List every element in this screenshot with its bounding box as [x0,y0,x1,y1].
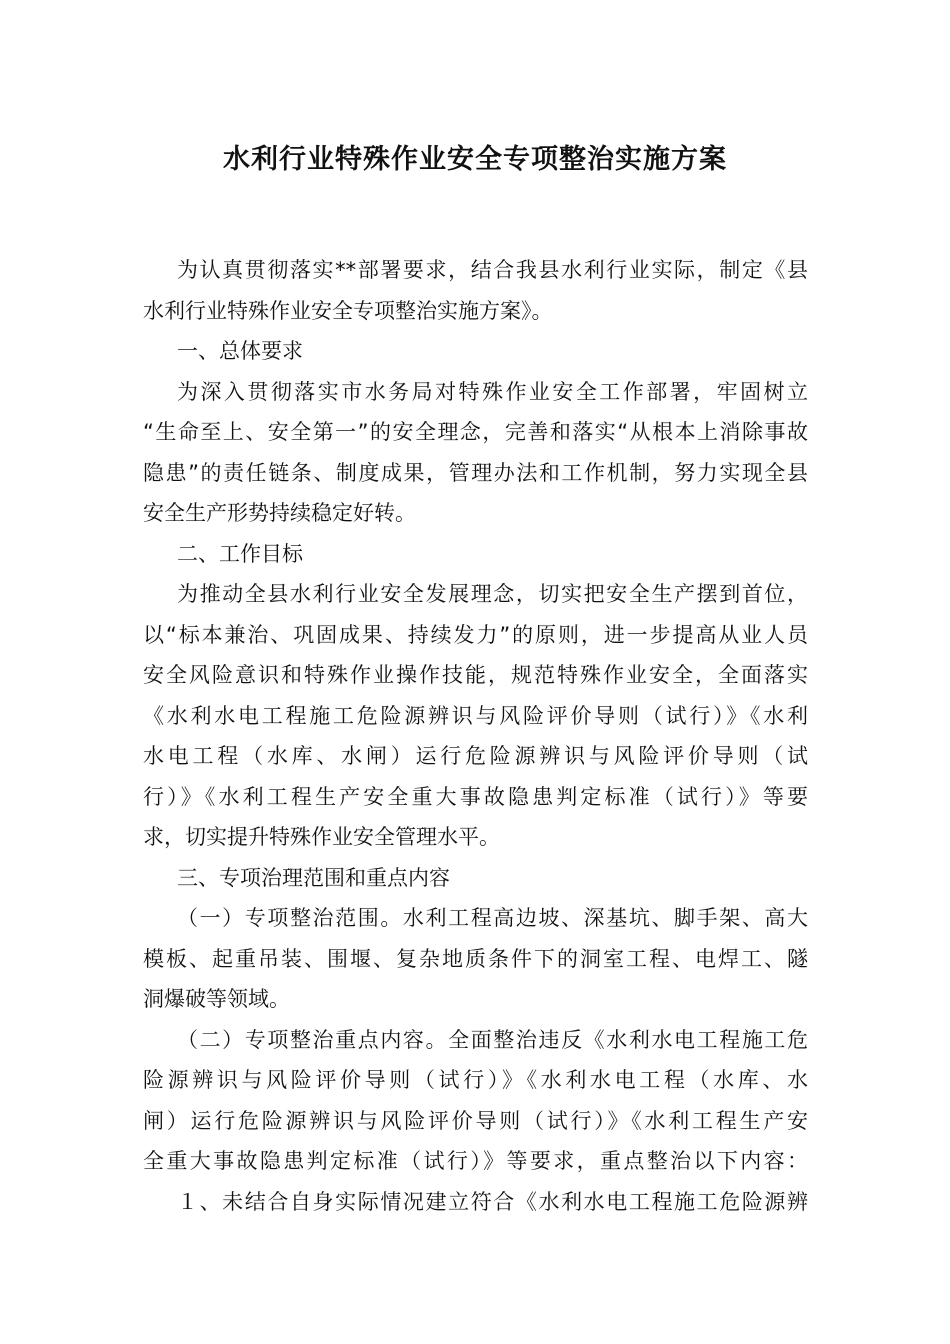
text-line: 以“标本兼治、巩固成果、持续发力”的原则，进一步提高从业人员 [143,622,808,647]
text-line: （一）专项整治范围。水利工程高边坡、深基坑、脚手架、高大 [177,906,808,930]
text-line: 求，切实提升特殊作业安全管理水平。 [143,825,500,849]
text-line: 为推动全县水利行业安全发展理念，切实把安全生产摆到首位， [177,582,808,606]
text-line: １、未结合自身实际情况建立符合《水利水电工程施工危险源辨 [177,1189,808,1214]
section-heading: 二、工作目标 [177,541,303,566]
document-body [143,250,808,1222]
text-line: 模板、起重吊装、围堰、复杂地质条件下的洞室工程、电焊工、隧 [143,946,808,971]
section-heading: 三、专项治理范围和重点内容 [177,865,450,890]
text-line: （二）专项整治重点内容。全面整治违反《水利水电工程施工危 [177,1027,808,1052]
text-line: 隐患”的责任链条、制度成果，管理办法和工作机制，努力实现全县 [143,460,808,485]
text-line: 闸）运行危险源辨识与风险评价导则（试行）》《水利工程生产安 [143,1108,808,1133]
document-title: 水利行业特殊作业安全专项整治实施方案 [223,144,727,175]
text-line: 安全风险意识和特殊作业操作技能，规范特殊作业安全，全面落实 [143,663,808,687]
text-line: 《水利水电工程施工危险源辨识与风险评价导则（试行）》《水利 [143,703,808,728]
text-line: 行）》《水利工程生产安全重大事故隐患判定标准（试行）》等要 [143,784,808,809]
text-line: 水电工程（水库、水闸）运行危险源辨识与风险评价导则（试 [143,744,808,768]
text-line: 洞爆破等领域。 [143,987,290,1011]
text-line: “生命至上、安全第一”的安全理念，完善和落实“从根本上消除事故 [143,420,808,444]
text-line: 为深入贯彻落实市水务局对特殊作业安全工作部署，牢固树立 [177,379,808,404]
text-line: 全重大事故隐患判定标准（试行）》等要求，重点整治以下内容： [143,1149,808,1173]
text-line: 为认真贯彻落实**部署要求，结合我县水利行业实际，制定《县 [177,258,808,282]
text-line: 水利行业特殊作业安全专项整治实施方案》。 [143,298,553,323]
text-line: 险源辨识与风险评价导则（试行）》《水利水电工程（水库、水 [143,1068,808,1092]
section-heading: 一、总体要求 [177,339,303,363]
text-line: 安全生产形势持续稳定好转。 [143,501,416,525]
